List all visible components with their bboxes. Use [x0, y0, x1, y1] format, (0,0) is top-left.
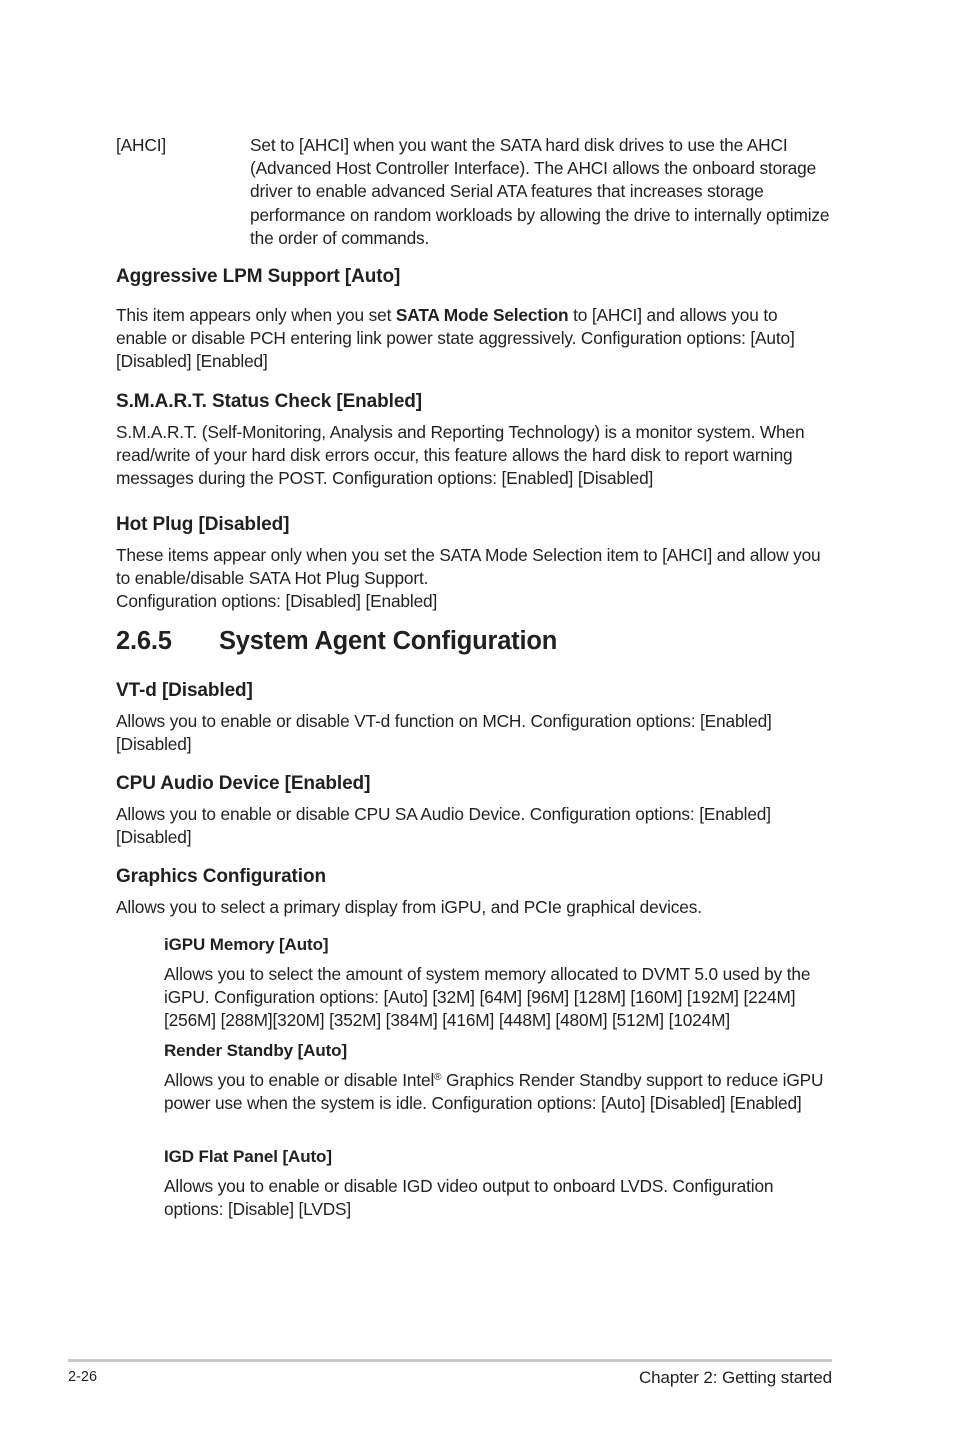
- hot-plug-section: [116, 513, 832, 537]
- aggressive-lpm-section: [116, 265, 832, 289]
- registered-mark: ®: [434, 1072, 442, 1083]
- render-standby-heading: Render Standby [Auto]: [164, 1041, 348, 1060]
- igpu-memory-section: [164, 934, 832, 956]
- aggressive-lpm-text: [116, 304, 832, 374]
- footer-divider: [68, 1359, 832, 1362]
- smart-text: S.M.A.R.T. (Self-Monitoring, Analysis and Reporting Technology) is a monitor system. When read/write of your hard disk errors occur, this feature allows the hard disk to report warning messages during the POST. Configuration options: [Enabled] [Disabled]: [116, 422, 805, 489]
- igpu-memory-text: Allows you to select the amount of system memory allocated to DVMT 5.0 used by the iGPU. Configuration options: [Auto] [32M] [64M] [96M] [128M] [160M] [192M] [224M] [256M] [288M][320M] [352M] [384M] [416M] [448M] [480M] [512M] [1024M]: [164, 964, 811, 1031]
- igd-flat-panel-section: [164, 1146, 832, 1168]
- igd-flat-panel-heading: IGD Flat Panel [Auto]: [164, 1147, 332, 1166]
- cpu-audio-heading: CPU Audio Device [Enabled]: [116, 773, 371, 794]
- render-standby-text-before: Allows you to enable or disable Intel: [164, 1070, 435, 1090]
- vtd-text: Allows you to enable or disable VT-d function on MCH. Configuration options: [Enabled] [Disabled]: [116, 711, 772, 755]
- hot-plug-text-line2: Configuration options: [Disabled] [Enabled]: [116, 591, 438, 612]
- vtd-section: [116, 679, 832, 703]
- smart-section: [116, 390, 832, 414]
- render-standby-text-after: Graphics Render Standby support to reduce iGPU power use when the system is idle. Configuration options: [Auto] [Disabled] [Enabled]: [164, 1070, 824, 1114]
- hot-plug-text-line1: These items appear only when you set the SATA Mode Selection item to [AHCI] and allow you to enable/disable SATA Hot Plug Support.: [116, 545, 821, 589]
- igd-flat-panel-text: Allows you to enable or disable IGD video output to onboard LVDS. Configuration options: [Disable] [LVDS]: [164, 1176, 774, 1220]
- ahci-term: [AHCI]: [116, 135, 166, 155]
- section-number: 2.6.5: [116, 627, 172, 655]
- igpu-memory-heading: iGPU Memory [Auto]: [164, 935, 329, 954]
- sata-mode-selection-bold: SATA Mode Selection: [395, 305, 569, 325]
- cpu-audio-text: Allows you to enable or disable CPU SA Audio Device. Configuration options: [Enabled] [Disabled]: [116, 804, 771, 848]
- vtd-heading: VT-d [Disabled]: [116, 680, 253, 701]
- graphics-heading: Graphics Configuration: [116, 866, 326, 887]
- render-standby-text: [164, 1069, 832, 1115]
- page-number: 2-26: [68, 1369, 98, 1385]
- graphics-text: Allows you to select a primary display from iGPU, and PCIe graphical devices.: [116, 897, 702, 917]
- cpu-audio-section: [116, 772, 832, 796]
- hot-plug-heading: Hot Plug [Disabled]: [116, 514, 290, 535]
- chapter-label: Chapter 2: Getting started: [638, 1368, 832, 1387]
- hot-plug-text: [116, 544, 832, 614]
- section-heading: [116, 624, 557, 658]
- graphics-section: [116, 865, 832, 889]
- aggressive-lpm-text-before: This item appears only when you set: [116, 305, 396, 325]
- aggressive-lpm-heading: Aggressive LPM Support [Auto]: [116, 266, 401, 287]
- smart-heading: S.M.A.R.T. Status Check [Enabled]: [116, 391, 423, 412]
- aggressive-lpm-text-after: to [AHCI] and allows you to enable or disable PCH entering link power state aggressively. Configuration options: [Auto] [Disabled] [Enabled]: [116, 305, 795, 372]
- ahci-description: Set to [AHCI] when you want the SATA hard disk drives to use the AHCI (Advanced Host Controller Interface). The AHCI allows the onboard storage driver to enable advanced Serial ATA features that increases storage performance on random workloads by allowing the drive to internally optimize the order of commands.: [250, 135, 830, 248]
- render-standby-section: [164, 1040, 832, 1062]
- section-title: System Agent Configuration: [219, 627, 558, 655]
